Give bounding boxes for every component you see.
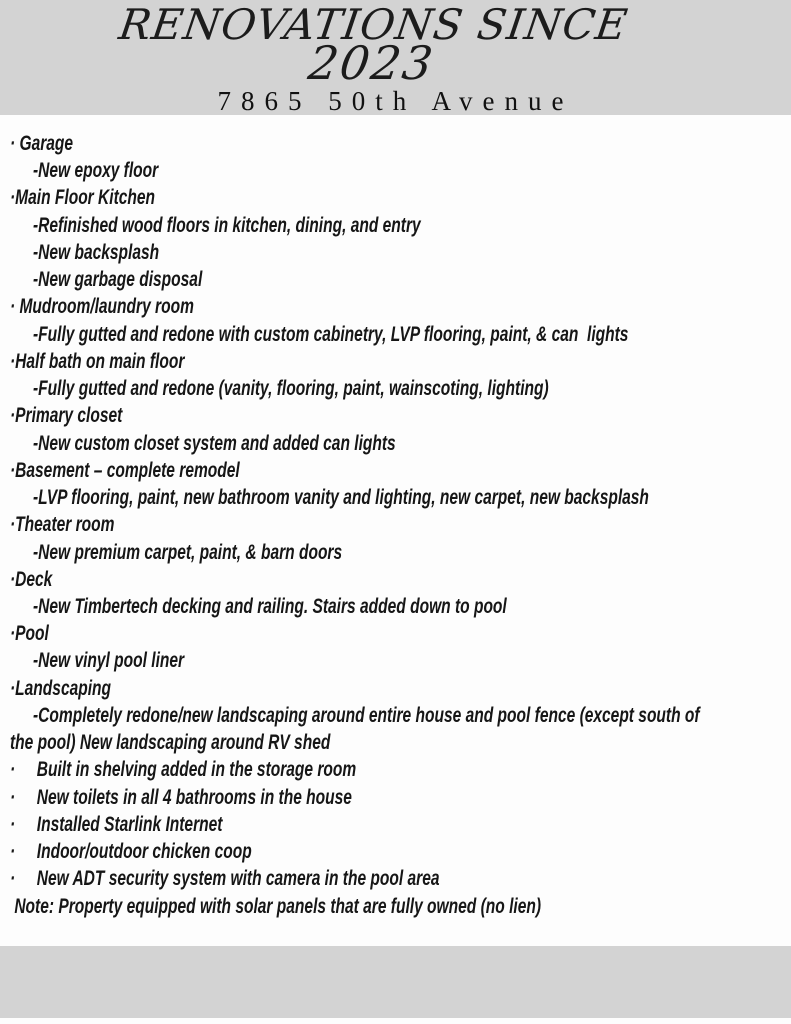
- list-line: ·Main Floor Kitchen: [10, 186, 156, 210]
- header-band: [0, 0, 791, 115]
- list-line: · New toilets in all 4 bathrooms in the house: [10, 785, 352, 809]
- list-line: · Mudroom/laundry room: [10, 295, 194, 319]
- list-line: -Refinished wood floors in kitchen, dining, and entry: [33, 213, 421, 237]
- list-line: -New Timbertech decking and railing. Stairs added down to pool: [33, 594, 507, 618]
- list-line: Note: Property equipped with solar panels that are fully owned (no lien): [10, 894, 542, 918]
- renovations-list: [0, 130, 791, 920]
- list-line: -New vinyl pool liner: [33, 649, 185, 673]
- list-line: ·Half bath on main floor: [10, 349, 185, 373]
- list-line: ·Deck: [10, 567, 53, 591]
- address-line: 7865 50th Avenue: [217, 86, 574, 116]
- list-line: · Indoor/outdoor chicken coop: [10, 840, 252, 864]
- list-line: -New premium carpet, paint, & barn doors: [33, 540, 343, 564]
- list-line: -LVP flooring, paint, new bathroom vanity and lighting, new carpet, new backsplash: [33, 486, 649, 510]
- list-line: the pool) New landscaping around RV shed: [10, 731, 331, 755]
- list-line: -New epoxy floor: [33, 159, 159, 183]
- list-line: · Garage: [10, 132, 74, 155]
- list-line: ·Basement – complete remodel: [10, 458, 240, 482]
- list-line: -New backsplash: [33, 240, 160, 264]
- title-script-line2: 2023: [305, 36, 438, 90]
- list-line: -Completely redone/new landscaping around entire house and pool fence (except south of: [33, 703, 700, 727]
- list-line: -Fully gutted and redone with custom cabinetry, LVP flooring, paint, & can lights: [33, 322, 629, 346]
- list-line: · Installed Starlink Internet: [10, 812, 223, 836]
- list-line: ·Landscaping: [10, 676, 112, 700]
- title-script-line1: RENOVATIONS SINCE: [116, 0, 632, 49]
- list-line: ·Pool: [10, 622, 49, 646]
- list-line: -New garbage disposal: [33, 268, 203, 292]
- list-line: -Fully gutted and redone (vanity, flooring, paint, wainscoting, lighting): [33, 377, 549, 401]
- footer-band: [0, 946, 791, 1018]
- list-line: -New custom closet system and added can lights: [33, 431, 396, 455]
- list-line: ·Theater room: [10, 513, 115, 537]
- list-line: · New ADT security system with camera in the pool area: [10, 867, 440, 891]
- list-line: · Built in shelving added in the storage room: [10, 758, 357, 782]
- list-line: ·Primary closet: [10, 404, 123, 428]
